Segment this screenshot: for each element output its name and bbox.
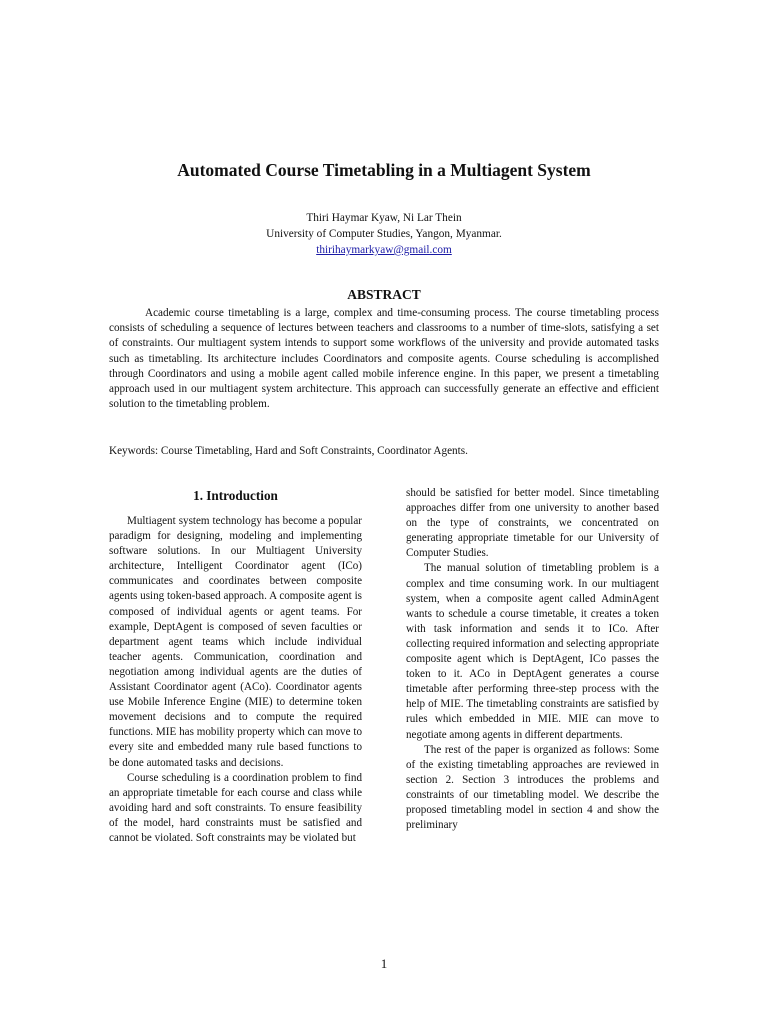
intro-paragraph-2-continued: should be satisfied for better model. Since timetabling approaches differ from one university to another based on the type of constraints, we concentrated on generating appropriate timetable for our University of Computer Studies. [406,487,659,560]
section-heading-introduction: 1. Introduction [193,488,278,503]
intro-paragraph-1: Multiagent system technology has become a popular paradigm for designing, modeling and implementing software solutions. In our Multiagent University architecture, Intelligent Coordinator agent (ICo) communicates and coordinates between composite agents using token-based approach. A composite agent is composed of individual agents or agent teams. For example, DeptAgent is composed of seven faculties or department agent teams which include individual teacher agents. Communication, coordination and negotiation among individual agents are the duties of Assistant Coordinator agent (ACo). Coordinator agents use Mobile Inference Engine (MIE) to determine token movement decisions and to compute the required functions. MIE has mobility property which can move to every site and embedded many rule based functions to be done automated tasks and decisions. [109,515,362,769]
abstract-text: Academic course timetabling is a large, complex and time-consuming process. The course timetabling process consists of scheduling a sequence of lectures between teachers and classrooms to a number of time-slots, satisfying a set of constraints. Our multiagent system intends to support some workflows of the university and provide automated tasks such as timetabling. Its architecture includes Coordinators and composite agents. Course scheduling is accomplished through Coordinators and using a mobile agent called mobile inference engine. In this paper, we present a timetabling approach used in our multiagent system architecture. This approach can successfully generate an effective and efficient solution to the timetabling problem. [109,307,659,411]
right-column [406,486,659,833]
author-block [0,210,768,258]
left-column [109,514,362,846]
intro-paragraph-2: Course scheduling is a coordination problem to find an appropriate timetable for each course and class while avoiding hard and soft constraints. To ensure feasibility of the model, hard constraints must be satisfied and cannot be violated. Soft constraints may be violated but [109,771,362,844]
intro-paragraph-3: The manual solution of timetabling problem is a complex and time consuming work. In our multiagent system, when a composite agent called AdminAgent wants to schedule a course timetable, it creates a token with task information and sends it to ICo. After collecting required information and selecting appropriate composite agent which is DeptAgent, ICo passes the token to it. ACo in DeptAgent generates a course timetable after performing three-step process with the help of MIE. The timetabling constraints are satisfied by rules which embedded in MIE. MIE can move to negotiate among agents in different departments. [406,562,659,741]
intro-paragraph-4: The rest of the paper is organized as follows: Some of the existing timetabling approaches are reviewed in section 2. Section 3 introduces the problems and constraints of our timetabling model. We describe the proposed timetabling model in section 4 and show the preliminary [406,743,659,832]
author-email-link[interactable]: thirihaymarkyaw@gmail.com [316,244,452,256]
author-affiliation: University of Computer Studies, Yangon, Myanmar. [266,228,502,240]
author-names: Thiri Haymar Kyaw, Ni Lar Thein [306,212,462,224]
paper-title: Automated Course Timetabling in a Multiagent System [177,160,591,180]
page-number: 1 [380,956,388,971]
keywords-line: Keywords: Course Timetabling, Hard and Soft Constraints, Coordinator Agents. [109,445,468,457]
abstract-heading: ABSTRACT [347,287,421,302]
